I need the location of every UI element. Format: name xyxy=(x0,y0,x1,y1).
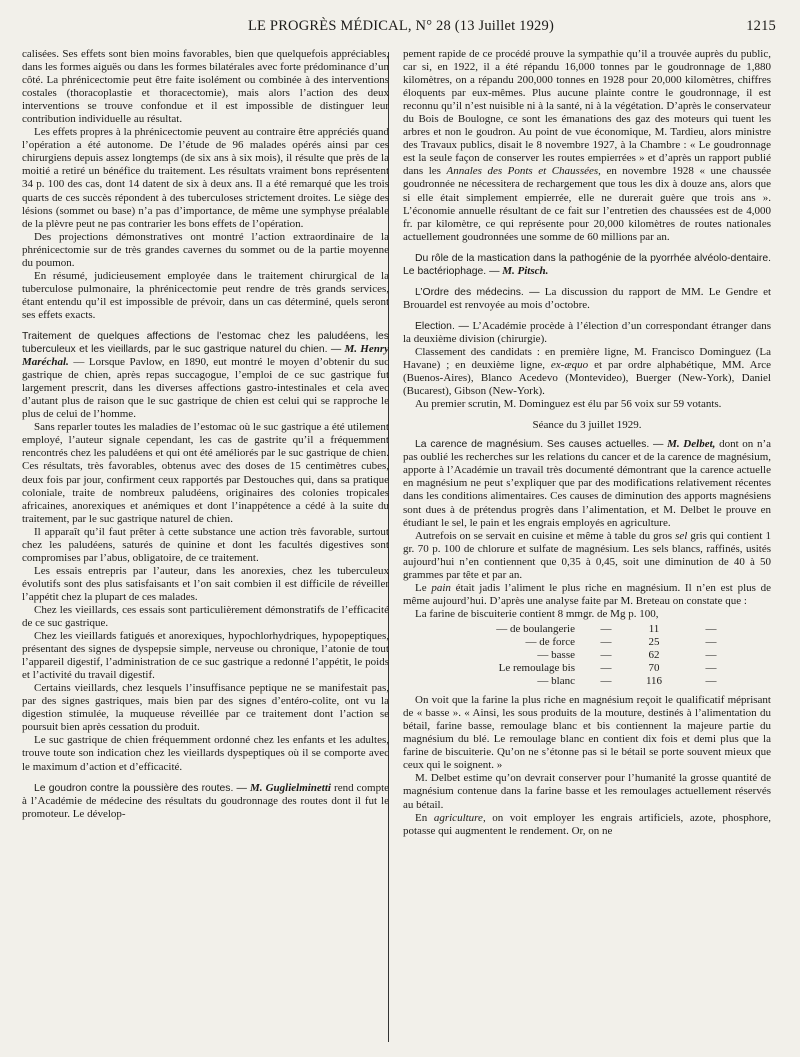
table-cell: 70 xyxy=(648,662,660,675)
paragraph: En résumé, judicieusement employée dans le traitement chirurgical de la tuberculose pulmonaire, la phrénicectomie peut rendre de très grands services, étant entendu qu’il est impossible de prévoir, dans un cas déterminé, quels seront ses effets exacts. xyxy=(22,269,389,321)
author-name: M. Guglielminetti xyxy=(250,781,331,794)
text-run: , en novembre 1928 « une chaussée goudronnée ne nécessitera de rechargement que tous les dix à douze ans, alors que si elle était simplement empierrée, elle ne durerait guère que trois ans ». L’économie annuelle résultant de ce fait sur l’entretien des chaussées est de 4,000 fr. par kilomètre, ce qui représente pour 20,000 kilomètres de routes nationales actuellement goudronnées une somme de 60 millions par an. xyxy=(403,165,771,243)
section-text: La discussion du rapport de MM. Le Gendre et Brouardel est renvoyée au mois d’octobre. xyxy=(403,285,772,311)
text-run: gris qui contient 1 gr. 70 p. 100 de chlorure et sulfate de magnésium. Les sels blancs, raffinés, usités aujourd’hui n’en contiennent que 0,35 à 0,45, soit une diminution de 40 à 50 grammes par tête et par an. xyxy=(403,529,772,581)
paragraph: Certains vieillards, chez lesquels l’insuffisance peptique ne se manifestait pas, par des signes gastriques, mais bien par des signes d’entéro-colite, ont vu la digestion stimulée, la muqueuse réveillée par ce traitement dont l’action se poursuit bien après cessation du produit. xyxy=(22,682,389,734)
flour-magnesium-table xyxy=(429,623,737,688)
table-cell: — de boulangerie xyxy=(496,622,575,635)
italic-term: ex-æquo xyxy=(550,359,589,372)
left-column xyxy=(22,48,389,821)
section-maréchal xyxy=(22,330,389,421)
table-cell: — xyxy=(600,622,612,635)
table-cell: — xyxy=(705,675,717,688)
text-run: et par ordre alphabétique, MM. Arce (Buenos-Aires), Blanco Acedevo (Montevideo), Buerger (New-York), Daniel (Bucarest), Gibson (New-York). xyxy=(403,359,771,398)
paragraph xyxy=(403,530,771,582)
section-text: rend compte à l’Académie de médecine des résultats du goudronnage des routes dont il fut le promoteur. Le dévelop- xyxy=(22,781,390,820)
section-heading: La carence de magnésium. Ses causes actuelles. — xyxy=(415,439,664,451)
author-name: M. Henry Maréchal. xyxy=(22,343,389,369)
paragraph: Sans reparler toutes les maladies de l’estomac où le suc gastrique a été utilement employé, l’auteur signale cependant, les cas de gastrite qu’il a fréquemment rencontrés chez les paludéens et qui ont été améliorés par le suc gastrique de chien. Ces résultats, très favorables, obtenus avec des doses de 15 centimètres cubes, deux fois par jour, confirment ceux rapportés par Destouches qui, dans sa pratique coloniale, traite de nombreux paludéens, originaires des colonies tropicales africaines, anorexiques et anémiques et dont l’inappétence a cédé à la suite du traitement, par le suc gastrique naturel de chien. xyxy=(22,421,389,525)
section-delbet xyxy=(403,438,771,529)
paragraph xyxy=(403,812,771,838)
session-date: Séance du 3 juillet 1929. xyxy=(532,419,642,432)
author-name: M. Delbet, xyxy=(667,438,716,451)
table-row xyxy=(429,649,737,662)
table-row xyxy=(429,675,737,688)
paragraph xyxy=(403,582,771,608)
paragraph: M. Delbet estime qu’on devrait conserver pour l’humanité la grosse quantité de magnésium contenue dans la farine basse et les remoulages actuellement réservés au bétail. xyxy=(403,772,771,811)
paragraph: Les effets propres à la phrénicectomie peuvent au contraire être appréciés quand l’opération a été autonome. De l’étude de 96 malades opérés ainsi par ces chirurgiens depuis assez longtemps (de six ans à six mois), il résulte que près de la moitié a retiré un bénéfice du traitement. Les résultats vraiment bons représentent 34 p. 100 des cas, dont 14 datent de six à deux ans. Il a été remarqué que les trois quarts de ces succès répondent à des tuberculoses strictement droites. Le siège des lésions (sommet ou base) n’a pas d’importance, de même une symphyse préalable de la plèvre peut ne pas contrarier les bons effets de l’opération. xyxy=(22,126,389,230)
table-cell: — blanc xyxy=(537,675,575,688)
author-name: M. Pitsch. xyxy=(502,264,549,277)
paragraph: Le suc gastrique de chien fréquemment ordonné chez les enfants et les adultes, trouve toute son indication chez les vieillards dyspeptiques où il se comporte avec le maximum d’action et d’efficacité. xyxy=(22,734,389,773)
table-cell: — xyxy=(600,675,612,688)
table-cell: — xyxy=(600,649,612,662)
table-cell: 11 xyxy=(648,622,660,635)
section-heading: Le goudron contre la poussière des routes. — xyxy=(34,782,247,794)
table-row xyxy=(429,662,737,675)
page-number: 1215 xyxy=(746,18,776,34)
text-run: Autrefois on se servait en cuisine et même à table du gros xyxy=(415,529,673,542)
table-row xyxy=(429,636,737,649)
paragraph: La farine de biscuiterie contient 8 mmgr. de Mg p. 100, xyxy=(415,607,659,620)
section-text: L’Académie procède à l’élection d’un correspondant étranger dans la deuxième division (chirurgie). xyxy=(403,319,771,345)
text-run: était jadis l’aliment le plus riche en magnésium. Il n’en est plus de même aujourd’hui. D’après une analyse faite par M. Breteau on constate que : xyxy=(403,581,772,607)
paragraph xyxy=(403,48,771,244)
italic-term: agriculture xyxy=(433,811,483,824)
text-run: pement rapide de ce procédé prouve la sympathie qu’il a trouvée auprès du public, car si, en 1922, il a été répandu 16,000 tonnes par le goudronnage de 1,880 kilomètres, on a répandu 200,000 tonnes en 1928 pour 20,000 kilomètres, chiffres éloquents par eux-mêmes. Plus aucune plainte contre le goudronnage, il est reconnu qu’il n’est nuisible ni à la santé, ni à la végétation. D’après le conservateur du Bois de Boulogne, ce sont les émanations des gaz des moteurs qui tuent les arbres et non le goudron. Au point de vue économique, M. Tardieu, alors ministre des Travaux publics, disait le 8 novembre 1927, à la Chambre : « Le goudronnage est la seule façon de conserver les routes empierrées » et d’après un rapport publié dans les xyxy=(403,48,771,178)
section-ordre xyxy=(403,286,771,312)
italic-term: pain xyxy=(431,581,451,594)
table-cell: Le remoulage bis xyxy=(498,662,575,675)
text-run: En xyxy=(415,811,428,824)
table-cell: — xyxy=(705,622,717,635)
text-run: Classement des candidats : en première ligne, M. Francisco Dominguez (La Havane) ; en deuxième ligne, xyxy=(403,345,771,372)
table-cell: — de force xyxy=(525,635,575,648)
paragraph: Les essais entrepris par l’auteur, dans les anorexies, chez les tuberculeux évolutifs sont des plus satisfaisants et l’on sait combien il est difficile de réveiller l’appétit chez la plupart de ces malades. xyxy=(22,564,389,603)
section-election xyxy=(403,320,771,346)
table-cell: — xyxy=(705,649,717,662)
section-heading: Du rôle de la mastication dans la pathogénie de la pyorrhée alvéolo-dentaire. Le bactériophage. — xyxy=(403,252,771,277)
section-heading: Election. — xyxy=(415,320,469,332)
right-column xyxy=(403,48,771,838)
paragraph: Chez les vieillards, ces essais sont particulièrement démonstratifs de l’efficacité de ce suc gastrique. xyxy=(22,603,389,630)
table-cell: — xyxy=(705,635,717,648)
table-cell: 62 xyxy=(648,649,660,662)
text-run: Le xyxy=(415,581,427,594)
paragraph: On voit que la farine la plus riche en magnésium reçoit le qualificatif méprisant de « basse ». « Ainsi, les sous produits de la mouture, destinés à l’alimentation du bétail, farine basse, remoulage blanc et bis contiennent la majeure partie du magnésium du blé. Le remoulage blanc en contient dix fois et demi plus que la farine de biscuiterie. Qu’on ne s’étonne pas si le bétail se porte souvent mieux que ceux qui le soignent. » xyxy=(403,694,771,772)
paragraph: Il apparaît qu’il faut prêter à cette substance une action très favorable, surtout chez les paludéens, saturés de quinine et dont les facultés digestives sont compromises par l’abus, obligatoire, de ce traitement. xyxy=(22,525,389,564)
paragraph xyxy=(403,346,771,398)
table-cell: — xyxy=(705,662,717,675)
table-cell: — xyxy=(600,635,612,648)
table-cell: 25 xyxy=(648,635,660,648)
section-text: — Lorsque Pavlow, en 1890, eut montré le moyen d’obtenir du suc gastrique de chien, après repas succagogue, l’emploi de ce suc gastrique fut largement prescrit, dans les diverses affections gastro-intestinales et cela avec d’autant plus de raison que le suc gastrique de chien est celui qui se rapproche le plus de celui de l’homme. xyxy=(22,356,390,421)
journal-title: LE PROGRÈS MÉDICAL, N° 28 (13 Juillet 1929) xyxy=(247,18,554,34)
paragraph: Chez les vieillards fatigués et anorexiques, hypochlorhydriques, hypopeptiques, présentant des signes de dyspepsie simple, nerveuse ou chronique, l’atonie de tout l’appareil digestif, l’administration de ce suc gastrique a redonné l’appétit, le poids et l’activité du travail digestif. xyxy=(22,630,389,682)
table-cell: 116 xyxy=(645,675,663,688)
paragraph: Des projections démonstratives ont montré l’action extraordinaire de la phrénicectomie sur de très grandes cavernes du sommet ou de la partie moyenne du poumon. xyxy=(22,230,389,269)
table-row xyxy=(429,623,737,636)
paragraph: Au premier scrutin, M. Dominguez est élu par 56 voix sur 59 votants. xyxy=(415,398,722,411)
section-pitsch xyxy=(403,252,771,278)
text-run: , on voit employer les engrais artificiels, azote, phosphore, potasse qui augmentent le rendement. Or, on ne xyxy=(403,811,771,837)
journal-citation: Annales des Ponts et Chaussées xyxy=(446,165,599,178)
italic-term: sel xyxy=(675,529,688,542)
table-cell: — xyxy=(600,662,612,675)
section-heading: L’Ordre des médecins. — xyxy=(415,286,540,298)
section-text: dont on n’a pas oublié les recherches sur les relations du cancer et de la carence de magnésium, apporte à l’Académie un travail très documenté démontrant que la carence actuelle en magnésium ne peut s’expliquer que par des modifications relativement récentes dans les conditions alimentaires. Ces causes de diminution des apports magnésiens sont dues à de prétendus progrès dans l’alimentation, et M. Delbet le prouve en étudiant le sel, le pain et les engrais employés en agriculture. xyxy=(403,438,772,529)
paragraph: calisées. Ses effets sont bien moins favorables, bien que quelquefois appréciables, dans les formes aiguës ou dans les formes bilatérales avec forte prédominance d’un côté. La phrénicectomie peut être faite isolément ou combinée à des interventions costales (thoracoplastie et thoracectomie), mais alors l’action des deux interventions se trouve confondue et il est impossible de distinguer leur contribution individuelle au résultat. xyxy=(22,48,389,126)
running-header xyxy=(24,18,778,40)
table-cell: — basse xyxy=(537,649,575,662)
section-heading: Traitement de quelques affections de l’estomac chez les paludéens, les tuberculeux et les vieillards, par le suc gastrique naturel du chien. — xyxy=(22,330,389,356)
section-goudron xyxy=(22,782,389,821)
